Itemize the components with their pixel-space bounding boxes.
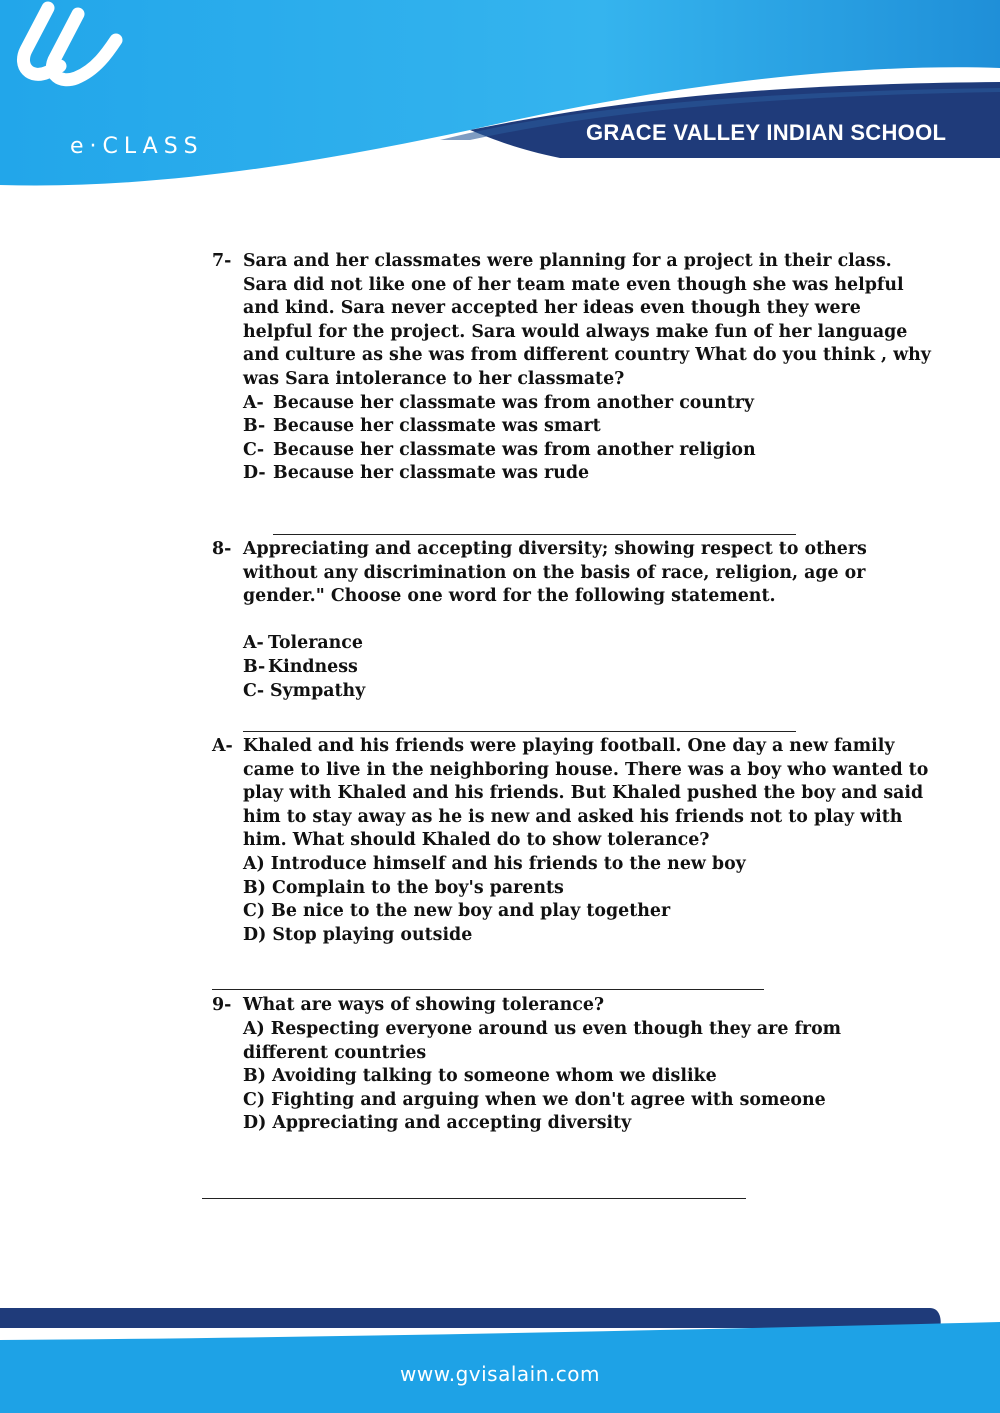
answer-line[interactable]: [212, 989, 764, 990]
option-c: [243, 439, 932, 463]
option-label: C-: [243, 680, 265, 701]
footer-website[interactable]: www.gvisalain.com: [400, 1362, 600, 1386]
answer-line[interactable]: [273, 534, 796, 535]
option-d: D) Stop playing outside: [243, 924, 473, 945]
option-c: C) Fighting and arguing when we don't agree with someone: [243, 1089, 826, 1110]
option-c: [243, 680, 932, 704]
question-number: 9-: [212, 995, 232, 1016]
option-text: Tolerance: [268, 633, 363, 654]
question-text: Khaled and his friends were playing football. One day a new family came to live in the neighboring house. There was a boy who wanted to play with Khaled and his friends. But Khaled pushed the boy and said him to stay away as he is new and asked his friends not to play with him. What should Khaled do to show tolerance?: [243, 736, 929, 851]
option-a: A) Respecting everyone around us even though they are from different countries: [243, 1019, 842, 1063]
option-text: Because her classmate was from another religion: [273, 439, 756, 460]
answer-line[interactable]: [243, 731, 796, 732]
question-text: Appreciating and accepting diversity; showing respect to others without any discrimination on the basis of race, religion, age or gender." Choose one word for the following statement.: [243, 538, 867, 607]
option-c: C) Be nice to the new boy and play together: [243, 901, 671, 922]
question-khaled: [212, 735, 932, 947]
option-label: A-: [243, 392, 264, 413]
option-text: Kindness: [268, 656, 358, 677]
worksheet-content: [212, 250, 932, 1199]
option-label: D-: [243, 463, 266, 484]
logo-text: e·CLASS: [70, 134, 204, 159]
question-text: Sara and her classmates were planning for a project in their class. Sara did not like one of her team mate even though she was helpful and kind. Sara never accepted her ideas even though they were helpful for the project. Sara would always make fun of her language and culture as she was from different country What do you think , why was Sara intolerance to her classmate?: [243, 251, 931, 389]
school-name: GRACE VALLEY INDIAN SCHOOL: [586, 120, 947, 145]
option-text: Because her classmate was smart: [273, 416, 601, 437]
option-b: [243, 415, 932, 439]
question-7: [212, 250, 932, 486]
option-text: Because her classmate was from another country: [273, 392, 754, 413]
option-a: A) Introduce himself and his friends to the new boy: [243, 854, 746, 875]
answer-line[interactable]: [202, 1198, 746, 1199]
page-footer: [0, 1300, 1000, 1413]
question-number: A-: [212, 736, 233, 757]
option-label: C-: [243, 439, 265, 460]
option-label: A-: [243, 633, 264, 654]
question-9: [212, 994, 932, 1136]
question-number: 7-: [212, 251, 232, 271]
option-b: B) Avoiding talking to someone whom we dislike: [243, 1066, 717, 1087]
option-d: [243, 462, 932, 486]
option-b: B) Complain to the boy's parents: [243, 877, 564, 898]
question-number: 8-: [212, 538, 232, 559]
question-8: [212, 538, 932, 703]
header-banner-shape: [0, 0, 1000, 200]
option-label: B-: [243, 656, 266, 677]
page-header: [0, 0, 1000, 200]
option-b: [243, 656, 932, 680]
option-a: [243, 632, 932, 656]
option-text: Sympathy: [270, 680, 366, 701]
option-text: Because her classmate was rude: [273, 463, 590, 484]
footer-banner-shape: [0, 1300, 1000, 1413]
eclass-logo: [0, 0, 135, 120]
question-text: What are ways of showing tolerance?: [243, 995, 605, 1016]
option-a: [243, 392, 932, 416]
option-label: B-: [243, 416, 266, 437]
option-d: D) Appreciating and accepting diversity: [243, 1113, 632, 1134]
